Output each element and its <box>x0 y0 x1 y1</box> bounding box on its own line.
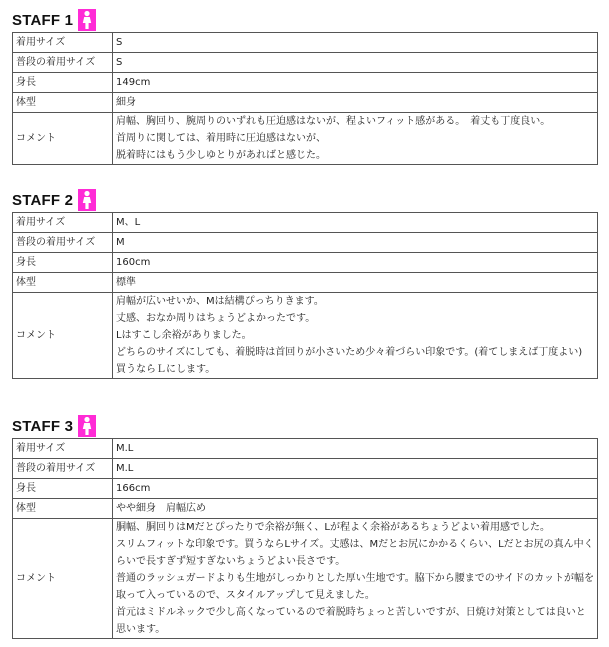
row-label-size: 着用サイズ <box>13 213 113 233</box>
row-value-size: M.L <box>113 439 598 459</box>
staff-1-header <box>12 8 598 32</box>
staff-1-title: STAFF 1 <box>12 11 74 29</box>
row-value-body-type: 標準 <box>113 273 598 293</box>
row-value-height: 166cm <box>113 479 598 499</box>
table-row <box>13 499 598 519</box>
staff-2-spec-table <box>12 212 598 379</box>
staff-3-spec-table <box>12 438 598 639</box>
female-person-icon <box>78 415 96 437</box>
row-label-height: 身長 <box>13 479 113 499</box>
row-label-body-type: 体型 <box>13 499 113 519</box>
row-label-usual-size: 普段の着用サイズ <box>13 459 113 479</box>
row-value-body-type: やや細身 肩幅広め <box>113 499 598 519</box>
row-value-usual-size: M <box>113 233 598 253</box>
comment-line: Lはすこし余裕がありました。 <box>116 330 252 341</box>
staff-2-header <box>12 188 598 212</box>
row-label-usual-size: 普段の着用サイズ <box>13 53 113 73</box>
comment-line: 丈感、おなか周りはちょうどよかったです。 <box>116 313 316 324</box>
table-row <box>13 93 598 113</box>
row-label-usual-size: 普段の着用サイズ <box>13 233 113 253</box>
row-label-comment: コメント <box>13 293 113 379</box>
comment-line: スリムフィットな印象です。買うならLサイズ。丈感は、Mだとお尻にかかるくらい、Lだとお尻の真ん中くらいで長すぎず短すぎないちょうどよい長さです。 <box>116 539 594 567</box>
comment-line: 首元はミドルネックで少し高くなっているので着脱時ちょっと苦しいですが、日焼け対策としては良いと思います。 <box>116 607 586 635</box>
row-label-size: 着用サイズ <box>13 439 113 459</box>
row-value-height: 149cm <box>113 73 598 93</box>
table-row <box>13 293 598 379</box>
staff-1-section <box>12 8 598 165</box>
table-row <box>13 213 598 233</box>
staff-3-section <box>12 414 598 639</box>
comment-line: 肩幅が広いせいか、Mは結構ぴっちりきます。 <box>116 296 324 307</box>
row-value-size: M、L <box>113 213 598 233</box>
table-row <box>13 253 598 273</box>
table-row <box>13 233 598 253</box>
table-row <box>13 113 598 165</box>
comment-line: 買うならＬにします。 <box>116 364 216 375</box>
table-row <box>13 459 598 479</box>
table-row <box>13 53 598 73</box>
row-value-usual-size: S <box>113 53 598 73</box>
row-label-comment: コメント <box>13 113 113 165</box>
row-value-usual-size: M.L <box>113 459 598 479</box>
comment-line: どちらのサイズにしても、着脱時は首回りが小さいため少々着づらい印象です。(着てしまえば丁度よい) <box>116 347 583 358</box>
row-label-body-type: 体型 <box>13 273 113 293</box>
row-value-size: S <box>113 33 598 53</box>
row-label-height: 身長 <box>13 73 113 93</box>
row-label-size: 着用サイズ <box>13 33 113 53</box>
row-value-comment <box>113 113 598 165</box>
table-row <box>13 439 598 459</box>
female-person-icon <box>78 9 96 31</box>
table-row <box>13 33 598 53</box>
row-value-comment <box>113 293 598 379</box>
comment-line: 肩幅、胸回り、腕周りのいずれも圧迫感はないが、程よいフィット感がある。 着丈も丁度良い。 <box>116 116 551 127</box>
comment-line: 胴幅、胴回りはMだとぴったりで余裕が無く、Lが程よく余裕があるちょうどよい着用感でした。 <box>116 522 550 533</box>
row-value-comment <box>113 519 598 639</box>
table-row <box>13 273 598 293</box>
row-label-comment: コメント <box>13 519 113 639</box>
row-label-height: 身長 <box>13 253 113 273</box>
row-label-body-type: 体型 <box>13 93 113 113</box>
staff-3-header <box>12 414 598 438</box>
female-person-icon <box>78 189 96 211</box>
comment-line: 普通のラッシュガードよりも生地がしっかりとした厚い生地です。脇下から腰までのサイドのカットが幅を取って入っているので、スタイルアップして見えました。 <box>116 573 594 601</box>
table-row <box>13 479 598 499</box>
row-value-height: 160cm <box>113 253 598 273</box>
staff-2-section <box>12 188 598 379</box>
comment-line: 脱着時にはもう少しゆとりがあればと感じた。 <box>116 150 326 161</box>
table-row <box>13 519 598 639</box>
staff-3-title: STAFF 3 <box>12 417 74 435</box>
table-row <box>13 73 598 93</box>
comment-line: 首周りに関しては、着用時に圧迫感はないが、 <box>116 133 326 144</box>
staff-1-spec-table <box>12 32 598 165</box>
staff-2-title: STAFF 2 <box>12 191 74 209</box>
row-value-body-type: 細身 <box>113 93 598 113</box>
